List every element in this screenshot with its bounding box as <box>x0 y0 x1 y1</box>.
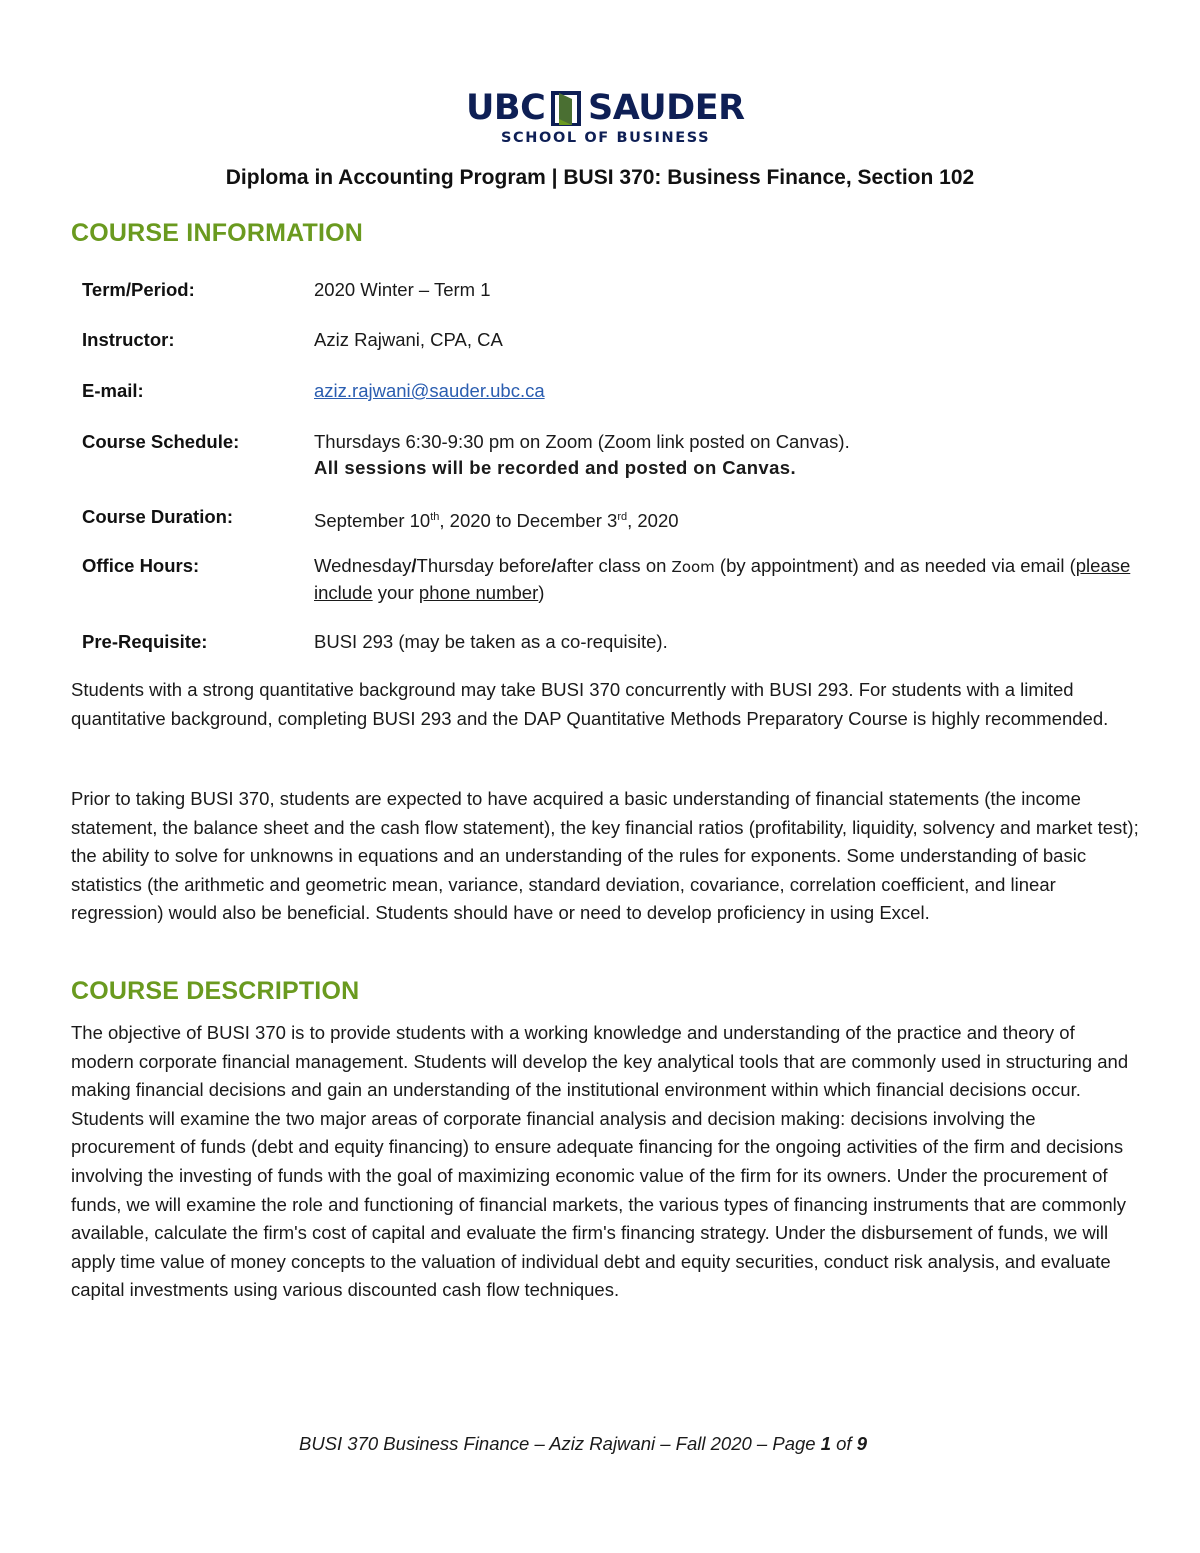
duration-start-sup: th <box>430 511 440 523</box>
email-link[interactable]: aziz.rajwani@sauder.ubc.ca <box>314 380 545 401</box>
office-hours-part5: your <box>372 582 419 603</box>
prerequisite-label: Pre-Requisite: <box>82 631 208 652</box>
instructor-label: Instructor: <box>82 329 175 350</box>
office-hours-part3: after class on <box>556 555 672 576</box>
office-hours-part4: (by appointment) and as needed via email ( <box>714 555 1076 576</box>
course-information-heading: COURSE INFORMATION <box>71 219 364 247</box>
duration-mid-text: , 2020 to December 3 <box>439 510 618 532</box>
office-hours-phone-number: phone number <box>418 582 539 603</box>
schedule-value <box>314 429 1144 481</box>
course-description-heading: COURSE DESCRIPTION <box>71 977 360 1005</box>
page-footer <box>0 1433 1166 1455</box>
logo-subtitle: SCHOOL OF BUSINESS <box>501 130 711 146</box>
term-value: 2020 Winter – Term 1 <box>314 279 491 300</box>
logo-mark-icon <box>550 90 582 126</box>
schedule-line-2: All sessions will be recorded and posted on Canvas. <box>314 457 796 478</box>
duration-end-text: , 2020 <box>627 510 679 532</box>
logo-sauder-text: SAUDER <box>588 88 745 128</box>
prerequisite-value: BUSI 293 (may be taken as a co-requisite). <box>314 631 668 652</box>
office-hours-slash1: / <box>411 555 417 576</box>
prior-knowledge-paragraph: Prior to taking BUSI 370, students are expected to have acquired a basic understanding of financial statements (the income statement, the balance sheet and the cash flow statement), the key financial ratios (profitability, liquidity, solvency and market test); the ability to solve for unknowns in equations and an understanding of the rules for exponents. Some understanding of basic statistics (the arithmetic and geometric mean, variance, standard deviation, covariance, correlation coefficient, and linear regression) would also be beneficial. Students should have or need to develop proficiency in using Excel. <box>71 788 1139 924</box>
logo-wordmark <box>466 88 745 128</box>
instructor-value: Aziz Rajwani, CPA, CA <box>314 329 503 350</box>
duration-value <box>314 504 1144 534</box>
office-hours-zoom: Zoom <box>671 558 715 576</box>
schedule-label: Course Schedule: <box>82 431 240 452</box>
footer-of: of <box>831 1433 857 1454</box>
footer-total-pages: 9 <box>856 1433 868 1454</box>
logo-ubc-text: UBC <box>466 88 546 128</box>
duration-start-text: September 10 <box>314 510 431 532</box>
course-description-body: The objective of BUSI 370 is to provide students with a working knowledge and understanding of the practice and theory of modern corporate financial management. Students will develop the key analytical tools that are commonly used in structuring and making financial decisions and gain an understanding of the institutional environment within which financial decisions occur. Students will examine the two major areas of corporate financial analysis and decision making: decisions involving the procurement of funds (debt and equity financing) to ensure adequate financing for the ongoing activities of the firm and decisions involving the investing of funds with the goal of maximizing economic value of the firm for its owners. Under the procurement of funds, we will examine the role and functioning of financial markets, the various types of financing instruments that are commonly available, calculate the firm's cost of capital and evaluate the firm's financing strategy. Under the disbursement of funds, we will apply time value of money concepts to the valuation of individual debt and equity securities, conduct risk analysis, and evaluate capital investments using various discounted cash flow techniques. <box>71 1022 1129 1301</box>
footer-text: BUSI 370 Business Finance – Aziz Rajwani – Fall 2020 – Page <box>298 1433 821 1454</box>
office-hours-label: Office Hours: <box>82 555 200 576</box>
office-hours-part1: Wednesday <box>314 555 412 576</box>
office-hours-value <box>314 553 1144 606</box>
office-hours-slash2: / <box>551 555 557 576</box>
office-hours-part6: ) <box>538 582 545 603</box>
email-value <box>314 378 1144 404</box>
office-hours-please-include: please include <box>314 555 1131 603</box>
duration-end-sup: rd <box>617 511 628 523</box>
term-label: Term/Period: <box>82 279 195 300</box>
office-hours-part2: Thursday before <box>416 555 552 576</box>
schedule-line-1: Thursdays 6:30-9:30 pm on Zoom (Zoom link posted on Canvas). <box>314 431 850 452</box>
document-title: Diploma in Accounting Program | BUSI 370: Business Finance, Section 102 <box>225 166 975 189</box>
prerequisite-paragraph: Students with a strong quantitative background may take BUSI 370 concurrently with BUSI 293. For students with a limited quantitative background, completing BUSI 293 and the DAP Quantitative Methods Preparatory Course is highly recommended. <box>71 679 1109 729</box>
email-label: E-mail: <box>82 380 144 401</box>
footer-page-number: 1 <box>820 1433 831 1454</box>
ubc-sauder-logo <box>466 88 745 152</box>
duration-label: Course Duration: <box>82 506 234 527</box>
